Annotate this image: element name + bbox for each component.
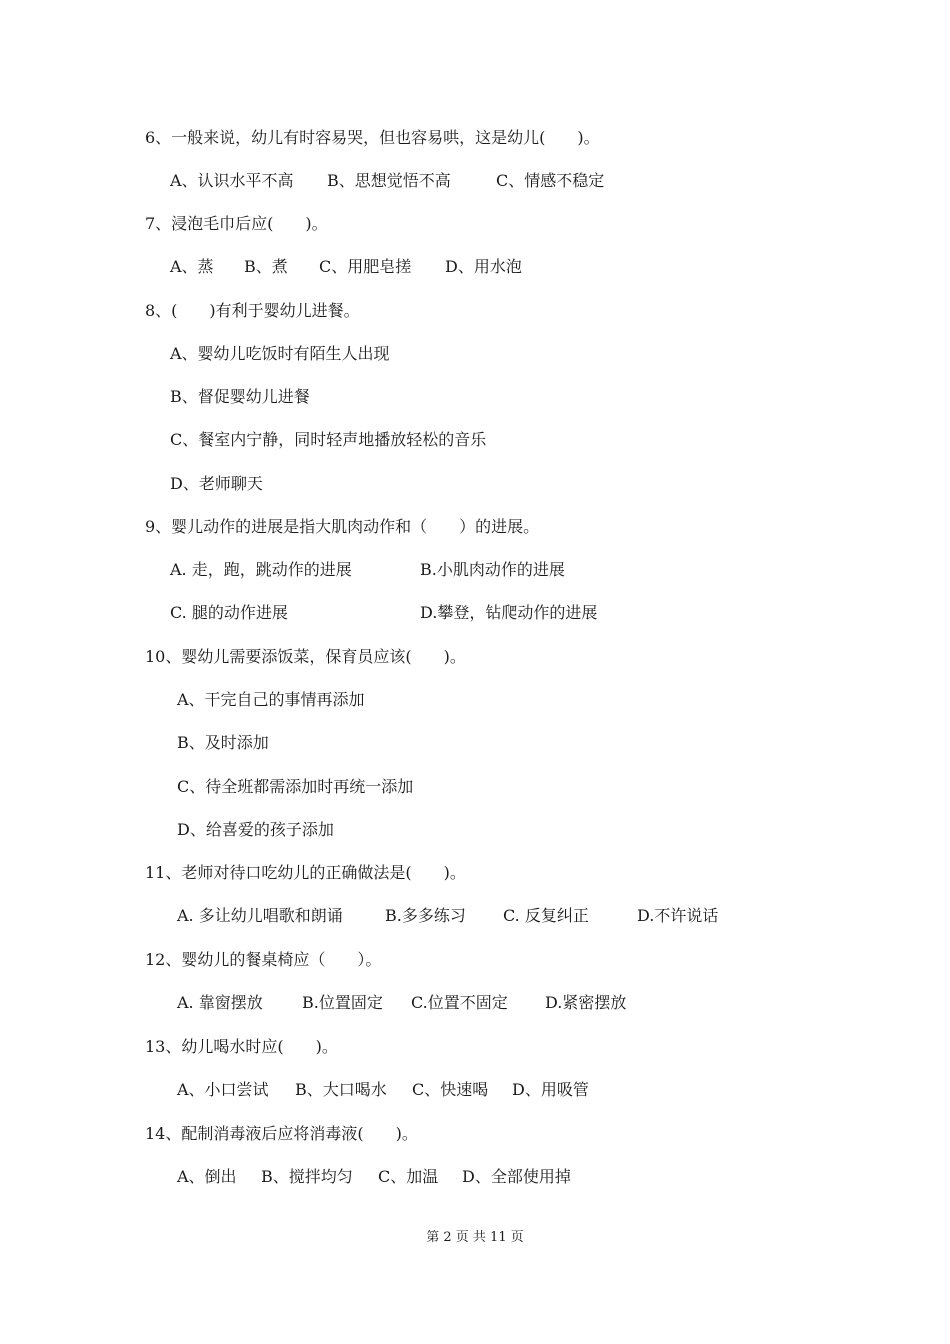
question-9-option-a: A. 走，跑，跳动作的进展 [170, 560, 352, 579]
question-7-stem: 7、浸泡毛巾后应( )。 [145, 214, 328, 233]
question-11-option-b: B.多多练习 [385, 906, 466, 925]
question-8-option-d: D、老师聊天 [170, 474, 263, 493]
question-13-option-b: B、大口喝水 [295, 1080, 387, 1099]
question-14-option-c: C、加温 [378, 1167, 439, 1186]
question-6-option-a: A、认识水平不高 [170, 171, 294, 190]
question-10-option-d: D、给喜爱的孩子添加 [177, 820, 334, 839]
page-footer: 第 2 页 共 11 页 [426, 1230, 524, 1245]
question-7-option-a: A、蒸 [170, 257, 214, 276]
question-9-option-d: D.攀登，钻爬动作的进展 [420, 603, 598, 622]
question-8-option-c: C、餐室内宁静，同时轻声地播放轻松的音乐 [170, 430, 487, 449]
question-13-option-c: C、快速喝 [412, 1080, 489, 1099]
question-8-stem: 8、( )有利于婴幼儿进餐。 [145, 301, 360, 320]
question-12-option-d: D.紧密摆放 [545, 993, 627, 1012]
question-9-stem: 9、婴儿动作的进展是指大肌肉动作和（ ）的进展。 [145, 517, 540, 536]
question-7-option-b: B、煮 [244, 257, 288, 276]
question-8-option-a: A、婴幼儿吃饭时有陌生人出现 [170, 344, 390, 363]
question-7-option-d: D、用水泡 [445, 257, 522, 276]
question-12-option-a: A. 靠窗摆放 [177, 993, 263, 1012]
question-8-option-b: B、督促婴幼儿进餐 [170, 387, 310, 406]
question-12-option-c: C.位置不固定 [411, 993, 508, 1012]
question-13-option-a: A、小口尝试 [177, 1080, 269, 1099]
question-13-stem: 13、幼儿喝水时应( )。 [145, 1037, 338, 1056]
question-14-stem: 14、配制消毒液后应将消毒液( )。 [145, 1124, 418, 1143]
question-10-option-b: B、及时添加 [177, 733, 269, 752]
question-14-option-b: B、搅拌均匀 [261, 1167, 353, 1186]
question-11-option-c: C. 反复纠正 [503, 906, 589, 925]
question-6-option-c: C、情感不稳定 [496, 171, 605, 190]
question-12-option-b: B.位置固定 [302, 993, 383, 1012]
question-9-option-c: C. 腿的动作进展 [170, 603, 288, 622]
question-6-option-b: B、思想觉悟不高 [327, 171, 451, 190]
question-11-stem: 11、老师对待口吃幼儿的正确做法是( )。 [145, 863, 466, 882]
question-12-stem: 12、婴幼儿的餐桌椅应（ ）。 [145, 950, 382, 969]
question-7-option-c: C、用肥皂搓 [319, 257, 412, 276]
question-14-option-d: D、全部使用掉 [462, 1167, 571, 1186]
question-11-option-a: A. 多让幼儿唱歌和朗诵 [177, 906, 343, 925]
question-10-stem: 10、婴幼儿需要添饭菜，保育员应该( )。 [145, 647, 466, 666]
question-9-option-b: B.小肌肉动作的进展 [420, 560, 565, 579]
question-14-option-a: A、倒出 [177, 1167, 237, 1186]
question-13-option-d: D、用吸管 [512, 1080, 589, 1099]
question-6-stem: 6、一般来说，幼儿有时容易哭，但也容易哄，这是幼儿( )。 [145, 128, 600, 147]
question-11-option-d: D.不许说话 [637, 906, 719, 925]
question-10-option-a: A、干完自己的事情再添加 [177, 690, 365, 709]
question-10-option-c: C、待全班都需添加时再统一添加 [177, 777, 414, 796]
